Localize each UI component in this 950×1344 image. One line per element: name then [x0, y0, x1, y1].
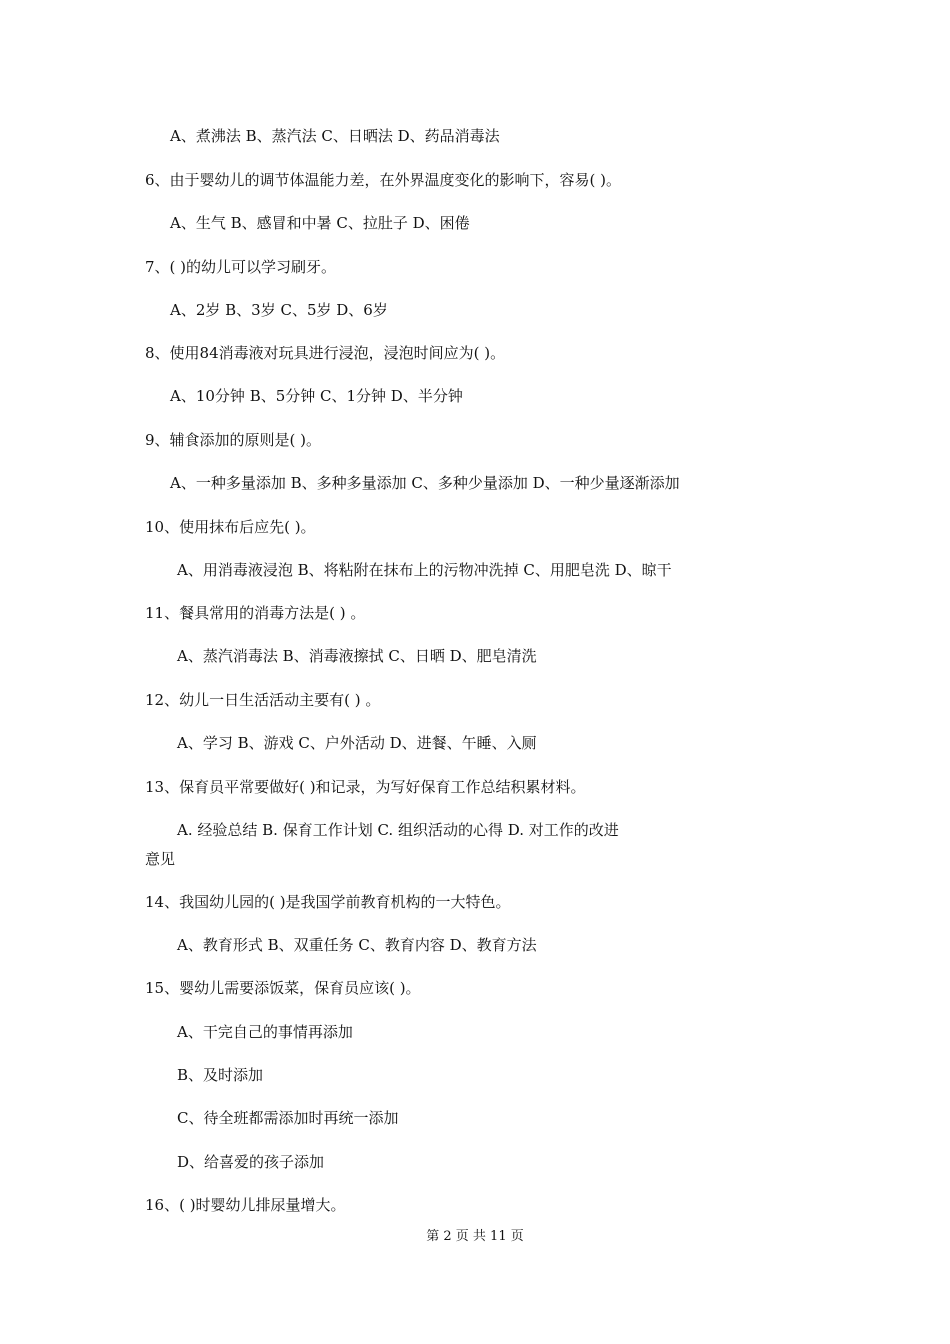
page-footer: 第 2 页 共 11 页 — [426, 1229, 524, 1244]
question-15: 15、婴幼儿需要添饭菜，保育员应该( )。 — [145, 979, 421, 997]
question-11: 11、餐具常用的消毒方法是( ) 。 — [145, 604, 366, 622]
q14-options: A、教育形式 B、双重任务 C、教育内容 D、教育方法 — [177, 936, 537, 954]
q7-options: A、2岁 B、3岁 C、5岁 D、6岁 — [170, 301, 388, 319]
question-16: 16、( )时婴幼儿排尿量增大。 — [145, 1196, 346, 1214]
q6-options: A、生气 B、感冒和中暑 C、拉肚子 D、困倦 — [170, 214, 470, 232]
question-8: 8、使用84消毒液对玩具进行浸泡，浸泡时间应为( )。 — [145, 344, 506, 362]
q15-option-a: A、干完自己的事情再添加 — [177, 1023, 353, 1041]
question-7: 7、( )的幼儿可以学习刷牙。 — [145, 258, 337, 276]
q10-options: A、用消毒液浸泡 B、将粘附在抹布上的污物冲洗掉 C、用肥皂洗 D、晾干 — [177, 561, 672, 579]
q5-options: A、煮沸法 B、蒸汽法 C、日晒法 D、药品消毒法 — [170, 127, 500, 145]
q12-options: A、学习 B、游戏 C、户外活动 D、进餐、午睡、入厕 — [177, 734, 537, 752]
q15-option-c: C、待全班都需添加时再统一添加 — [177, 1109, 399, 1127]
q15-option-d: D、给喜爱的孩子添加 — [177, 1153, 325, 1171]
question-10: 10、使用抹布后应先( )。 — [145, 518, 316, 536]
question-13: 13、保育员平常要做好( )和记录，为写好保育工作总结积累材料。 — [145, 778, 586, 796]
question-12: 12、幼儿一日生活活动主要有( ) 。 — [145, 691, 381, 709]
q13-options-continued: 意见 — [145, 850, 176, 868]
question-14: 14、我国幼儿园的( )是我国学前教育机构的一大特色。 — [145, 893, 511, 911]
question-6: 6、由于婴幼儿的调节体温能力差，在外界温度变化的影响下，容易( )。 — [145, 171, 622, 189]
question-9: 9、辅食添加的原则是( )。 — [145, 431, 322, 449]
q15-option-b: B、及时添加 — [177, 1066, 264, 1084]
q13-options: A. 经验总结 B. 保育工作计划 C. 组织活动的心得 D. 对工作的改进 — [177, 821, 619, 839]
q11-options: A、蒸汽消毒法 B、消毒液擦拭 C、日晒 D、肥皂清洗 — [177, 647, 537, 665]
q8-options: A、10分钟 B、5分钟 C、1分钟 D、半分钟 — [170, 387, 463, 405]
q9-options: A、一种多量添加 B、多种多量添加 C、多种少量添加 D、一种少量逐渐添加 — [170, 474, 680, 492]
